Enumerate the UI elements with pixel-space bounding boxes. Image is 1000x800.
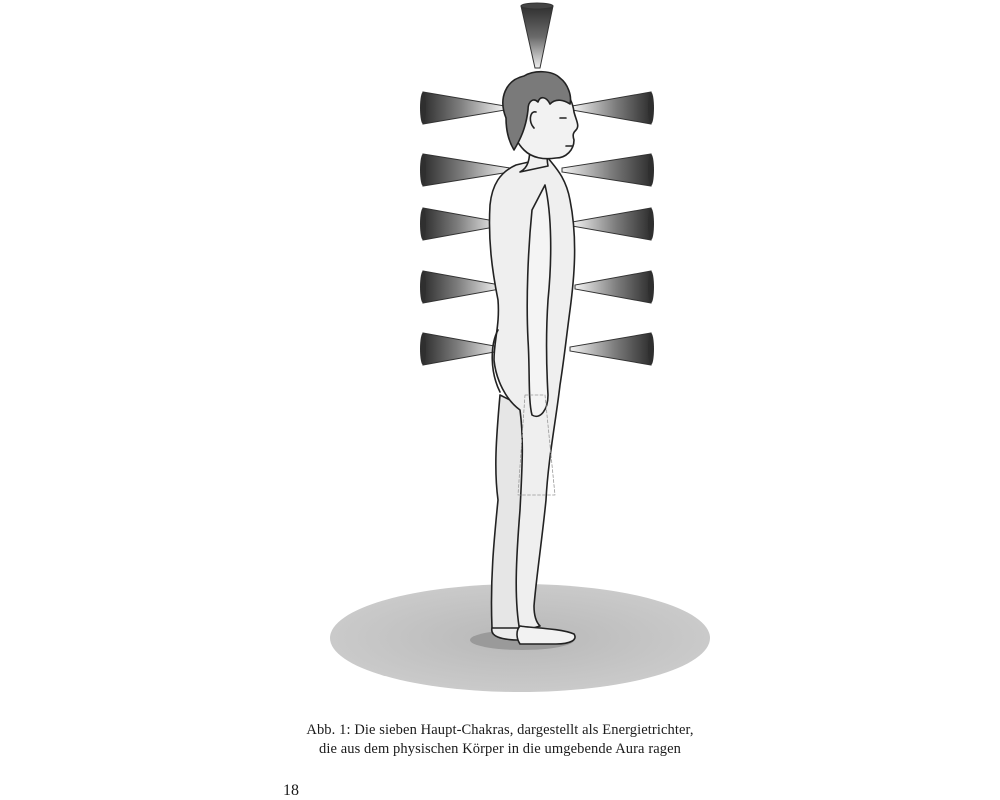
arm (527, 185, 550, 416)
figure-caption-line-2: die aus dem physischen Körper in die umgebende Aura ragen (318, 741, 682, 757)
funnel-front-5 (570, 333, 654, 365)
front-funnels (562, 92, 654, 365)
funnel-front-4 (575, 271, 654, 303)
figure-caption-line-1: Abb. 1: Die sieben Haupt-Chakras, dargestellt als Energietrichter, (306, 722, 694, 738)
funnel-front-3 (572, 208, 654, 240)
funnel-back-1 (420, 92, 505, 124)
crown-chakra-funnel (521, 3, 553, 68)
funnel-front-2 (562, 154, 654, 186)
funnel-front-1 (572, 92, 654, 124)
funnel-back-5 (420, 333, 500, 365)
human-figure (489, 72, 577, 644)
funnel-back-3 (420, 208, 500, 240)
page-number: 18 (283, 782, 299, 799)
funnel-back-4 (420, 271, 500, 303)
